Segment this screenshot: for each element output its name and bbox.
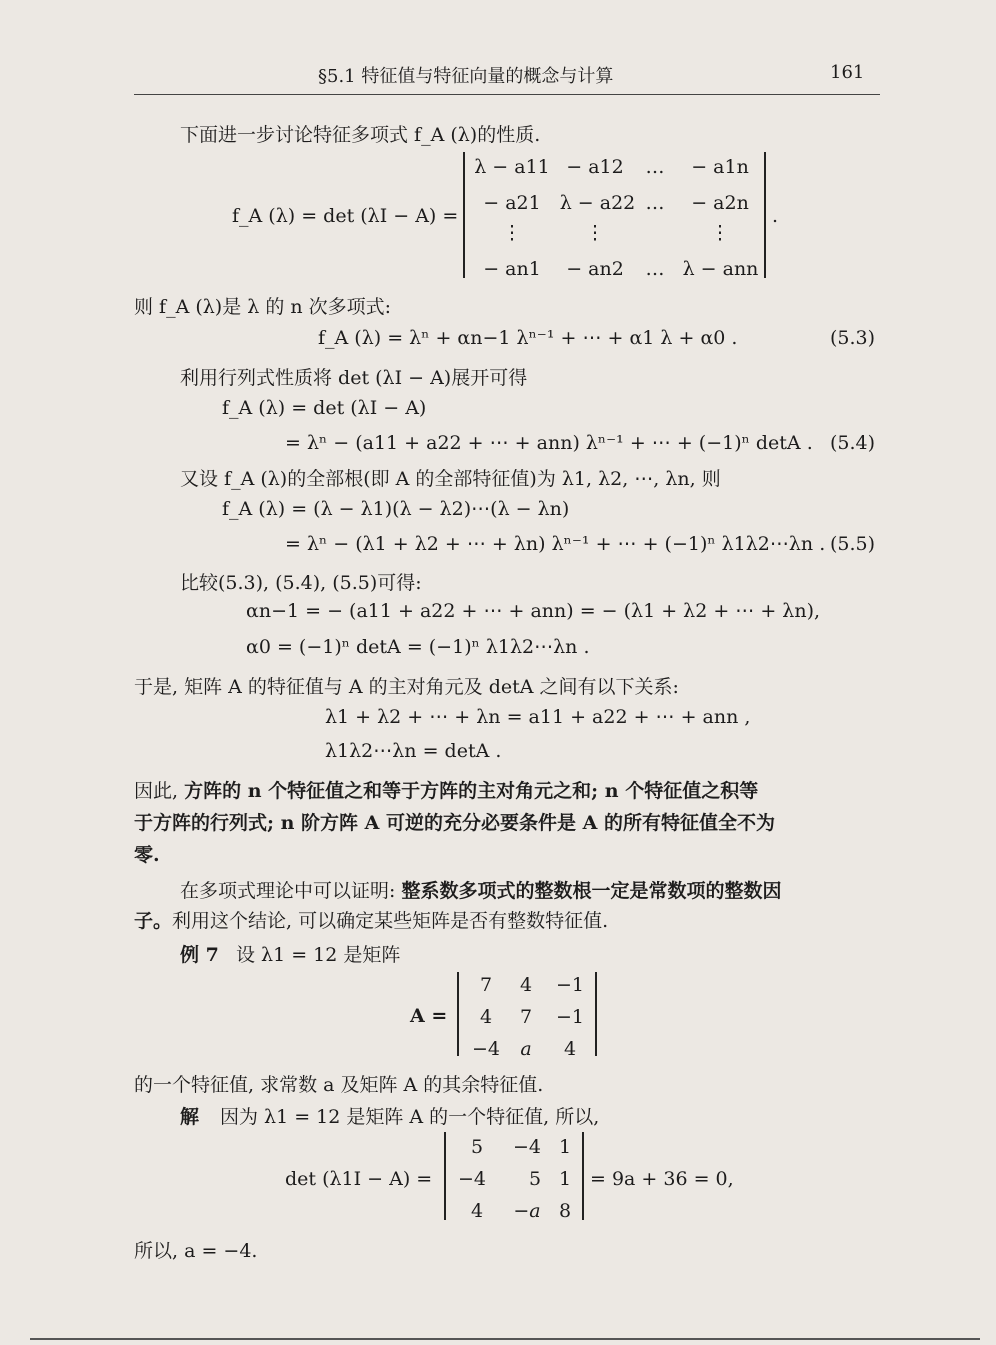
example-text: 设 λ1 = 12 是矩阵 (236, 944, 401, 966)
bold-text: 子。 (134, 910, 173, 932)
matrix-a-cell: 4 (479, 1006, 493, 1028)
det-cell: … (645, 192, 665, 214)
det2-cell: −4 (512, 1136, 541, 1158)
matrix-a-cell: −1 (555, 974, 584, 996)
det2-bar-right (582, 1132, 584, 1220)
det-cell: − a2n (691, 192, 749, 214)
comparison-2: α0 = (−1)ⁿ detA = (−1)ⁿ λ1λ2⋯λn . (246, 636, 590, 658)
det2-cell: 5 (528, 1168, 542, 1190)
det2-cell: 5 (470, 1136, 484, 1158)
plain-text: 在多项式理论中可以证明: (180, 880, 396, 902)
relation-product: λ1λ2⋯λn = detA . (325, 740, 502, 762)
det-cell: … (645, 258, 665, 280)
det-cell: − an2 (566, 258, 624, 280)
equation-number: (5.5) (830, 533, 876, 555)
matrix-a-cell: 7 (519, 1006, 533, 1028)
equation-5-3: f_A (λ) = λⁿ + αn−1 λⁿ⁻¹ + ⋯ + α1 λ + α0 . (318, 327, 738, 349)
text-line: 的一个特征值, 求常数 a 及矩阵 A 的其余特征值. (134, 1074, 544, 1096)
solution-label: 解 (180, 1106, 200, 1128)
equation-number: (5.3) (830, 327, 876, 349)
matrix-a-cell: −1 (555, 1006, 584, 1028)
header-rule (134, 94, 880, 95)
matrix-a-cell: a (520, 1038, 532, 1060)
det-lhs: f_A (λ) = det (λI − A) = (232, 205, 459, 227)
plain-text: 利用这个结论, 可以确定某些矩阵是否有整数特征值. (172, 910, 609, 932)
equation-5-5b: = λⁿ − (λ1 + λ2 + ⋯ + λn) λⁿ⁻¹ + ⋯ + (−1)ⁿ λ1λ2⋯λn . (285, 533, 826, 555)
paragraph-line (180, 876, 781, 903)
det-cell: ⋮ (710, 222, 730, 244)
equation-5-4b: = λⁿ − (a11 + a22 + ⋯ + ann) λⁿ⁻¹ + ⋯ + (−1)ⁿ detA . (285, 432, 813, 454)
text-line: 则 f_A (λ)是 λ 的 n 次多项式: (134, 296, 392, 318)
bold-text: 整系数多项式的整数根一定是常数项的整数因 (401, 880, 782, 902)
intro-line: 下面进一步讨论特征多项式 f_A (λ)的性质. (180, 124, 541, 146)
det2-lhs: det (λ1I − A) = (285, 1168, 433, 1190)
matrix-a-lhs: A = (410, 1005, 448, 1027)
det-cell: − a12 (566, 156, 624, 178)
text-line: 又设 f_A (λ)的全部根(即 A 的全部特征值)为 λ1, λ2, ⋯, λn, 则 (180, 468, 721, 490)
det2-cell: 4 (470, 1200, 484, 1222)
paragraph-line: 零. (134, 844, 160, 866)
det2-cell: 1 (558, 1168, 572, 1190)
det-cell: λ − ann (682, 258, 759, 280)
det-period: . (772, 205, 779, 227)
det2-bar-left (444, 1132, 446, 1220)
det2-cell: −a (513, 1200, 541, 1222)
running-header: §5.1 特征值与特征向量的概念与计算 (318, 66, 614, 87)
paragraph-line (134, 776, 758, 803)
comparison-1: αn−1 = − (a11 + a22 + ⋯ + ann) = − (λ1 + λ2 + ⋯ + λn), (246, 600, 821, 622)
det-cell: ⋮ (502, 222, 522, 244)
conclusion-line: 所以, a = −4. (134, 1240, 258, 1262)
matrix-a-cell: 4 (519, 974, 533, 996)
det-cell: λ − a22 (559, 192, 636, 214)
det-cell: λ − a11 (474, 156, 550, 178)
matrix-a-cell: 4 (563, 1038, 577, 1060)
equation-5-5a: f_A (λ) = (λ − λ1)(λ − λ2)⋯(λ − λn) (222, 498, 570, 520)
equation-5-4a: f_A (λ) = det (λI − A) (222, 397, 427, 419)
det-cell: − a1n (691, 156, 749, 178)
det-bar-right (764, 152, 766, 278)
det-cell: ⋮ (585, 222, 605, 244)
matrix-a-cell: −4 (471, 1038, 500, 1060)
matrix-a-bracket-right (595, 972, 597, 1056)
det2-cell: 8 (558, 1200, 572, 1222)
det2-cell: −4 (457, 1168, 486, 1190)
paragraph-line: 于方阵的行列式; n 阶方阵 A 可逆的充分必要条件是 A 的所有特征值全不为 (134, 812, 776, 834)
det-cell: … (645, 156, 665, 178)
solution-text: 因为 λ1 = 12 是矩阵 A 的一个特征值, 所以, (220, 1106, 600, 1128)
det-cell: − an1 (483, 258, 541, 280)
page-number: 161 (830, 62, 865, 83)
text-line: 比较(5.3), (5.4), (5.5)可得: (180, 572, 422, 594)
paragraph-line (134, 906, 608, 933)
det2-rhs: = 9a + 36 = 0, (590, 1168, 734, 1190)
plain-text: 因此, (134, 780, 179, 802)
matrix-a-bracket-left (457, 972, 459, 1056)
relation-sum: λ1 + λ2 + ⋯ + λn = a11 + a22 + ⋯ + ann , (325, 706, 751, 728)
text-line: 于是, 矩阵 A 的特征值与 A 的主对角元及 detA 之间有以下关系: (134, 676, 679, 698)
det-cell: − a21 (483, 192, 541, 214)
example-label: 例 7 (180, 944, 219, 966)
det-bar-left (463, 152, 465, 278)
equation-number: (5.4) (830, 432, 876, 454)
text-line: 利用行列式性质将 det (λI − A)展开可得 (180, 367, 528, 389)
matrix-a-cell: 7 (479, 974, 493, 996)
page-edge (30, 1338, 980, 1340)
det2-cell: 1 (558, 1136, 572, 1158)
bold-text: 方阵的 n 个特征值之和等于方阵的主对角元之和; n 个特征值之积等 (184, 780, 759, 802)
